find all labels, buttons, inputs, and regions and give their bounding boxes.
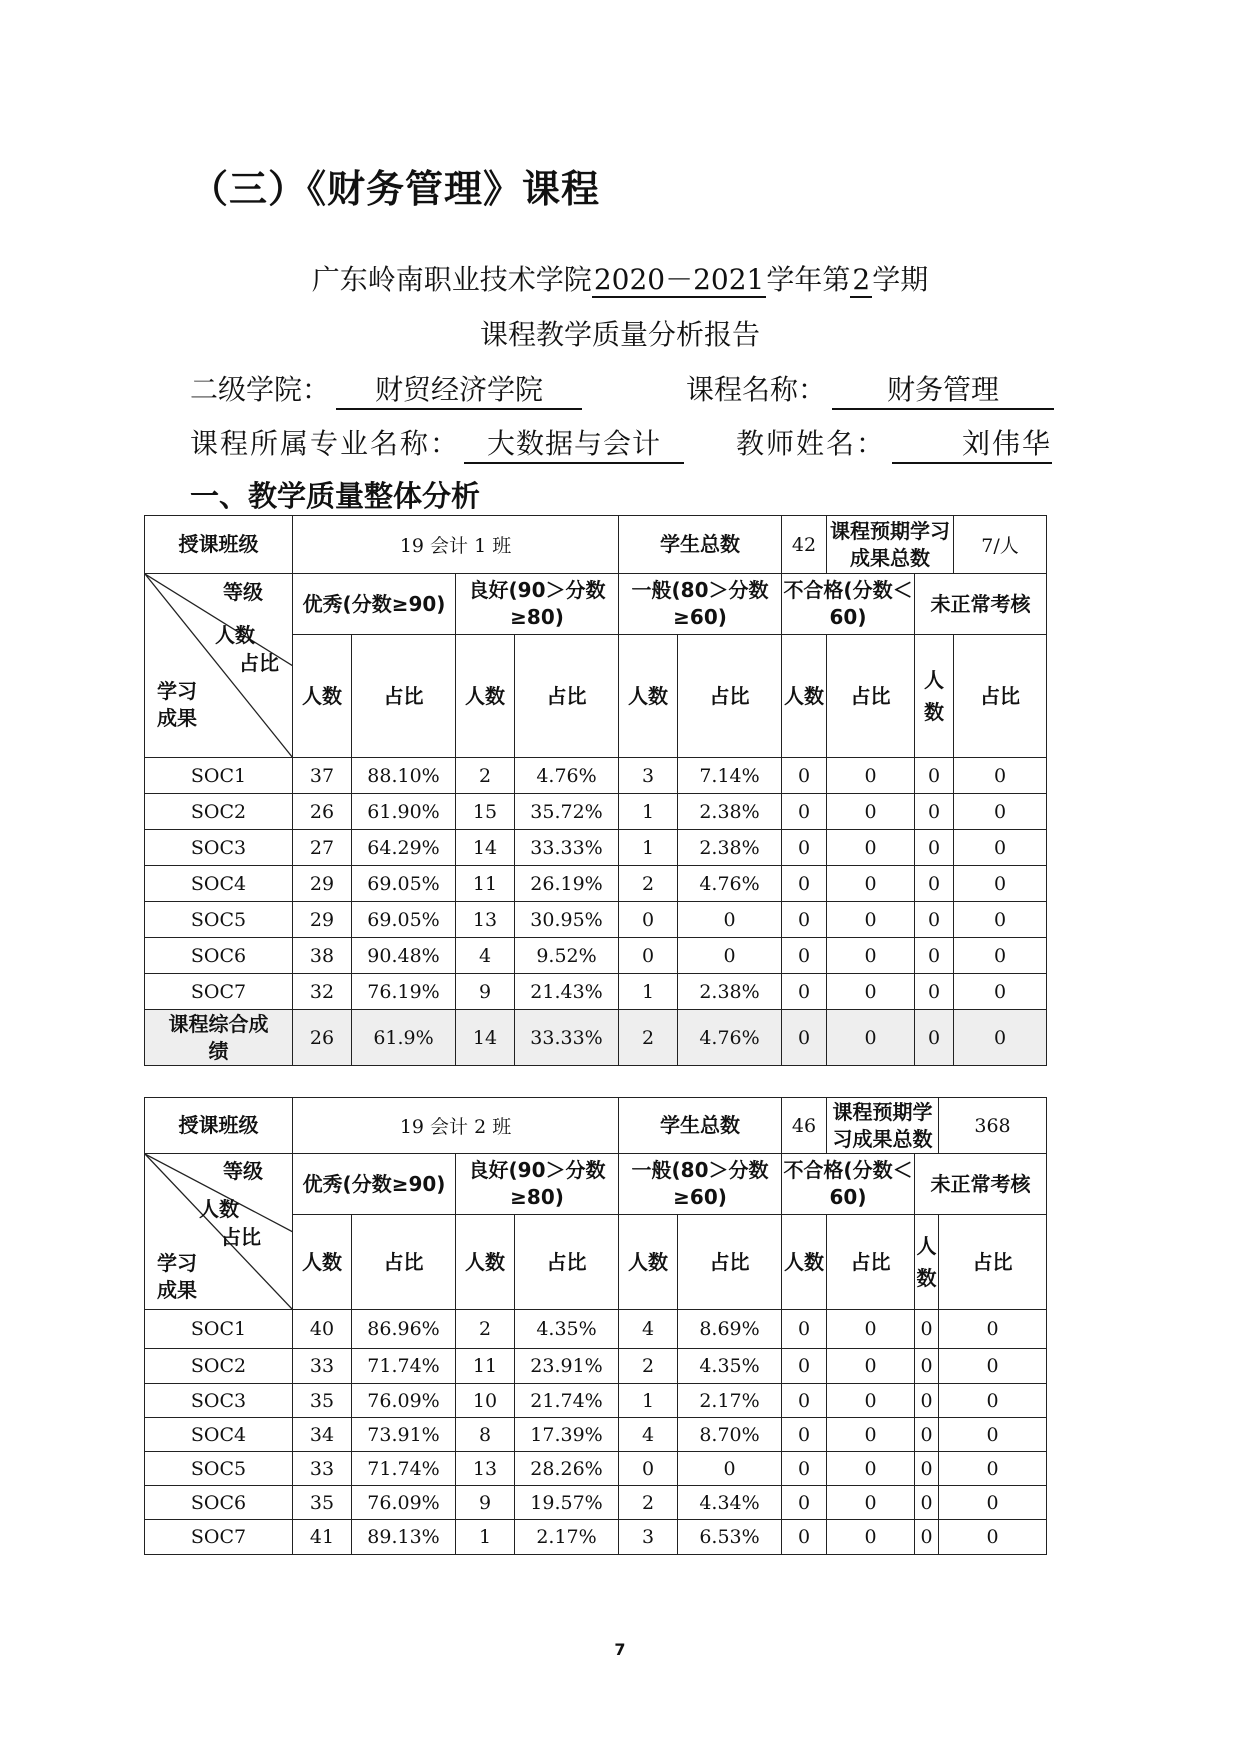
table-row — [145, 1349, 1047, 1384]
outcome-code: SOC2 — [145, 1349, 293, 1384]
students-label: 学生总数 — [619, 1098, 782, 1154]
cell-value: 69.05% — [352, 902, 456, 938]
cell-value: 0 — [678, 1452, 782, 1486]
grade-excellent: 优秀(分数≥90) — [293, 574, 456, 635]
outcomes-value: 368 — [939, 1098, 1047, 1154]
cell-value: 0 — [827, 794, 915, 830]
cell-value: 0 — [782, 1520, 827, 1555]
course-value: 财务管理 — [832, 368, 1054, 410]
cell-value: 0 — [827, 866, 915, 902]
school-name: 广东岭南职业技术学院 — [311, 263, 592, 296]
count-header: 人数 — [456, 635, 515, 758]
count-header: 人数 — [293, 1215, 352, 1310]
cell-value: 0 — [915, 1349, 939, 1384]
outcome-code: SOC5 — [145, 902, 293, 938]
cell-value: 29 — [293, 866, 352, 902]
cell-value: 10 — [456, 1384, 515, 1418]
cell-value: 40 — [293, 1310, 352, 1349]
outcome-code: SOC2 — [145, 794, 293, 830]
cell-value: 76.09% — [352, 1486, 456, 1520]
outcome-code: SOC3 — [145, 830, 293, 866]
cell-value: 9 — [456, 1486, 515, 1520]
ratio-header: 占比 — [827, 1215, 915, 1310]
cell-value: 13 — [456, 1452, 515, 1486]
table-row — [145, 1452, 1047, 1486]
grade-average: 一般(80＞分数≥60) — [619, 1154, 782, 1215]
cell-value: 0 — [915, 938, 954, 974]
term-number: 2 — [852, 263, 871, 296]
outcome-code: SOC5 — [145, 1452, 293, 1486]
cell-value: 71.74% — [352, 1349, 456, 1384]
cell-value: 0 — [782, 866, 827, 902]
diag-outcome: 学习成果 — [157, 1251, 197, 1302]
table-row — [145, 794, 1047, 830]
term-suffix: 学期 — [872, 263, 929, 296]
cell-value: 0 — [782, 902, 827, 938]
cell-value: 4.35% — [678, 1349, 782, 1384]
cell-value: 0 — [782, 794, 827, 830]
ratio-header: 占比 — [678, 635, 782, 758]
cell-value: 89.13% — [352, 1520, 456, 1555]
college-info — [190, 368, 582, 410]
outcome-code: SOC1 — [145, 1310, 293, 1349]
cell-value: 0 — [678, 902, 782, 938]
count-header: 人数 — [915, 1215, 939, 1310]
cell-value: 4 — [619, 1310, 678, 1349]
count-header: 人数 — [782, 1215, 827, 1310]
major-value: 大数据与会计 — [464, 422, 684, 464]
course-info — [686, 368, 1054, 410]
cell-value: 86.96% — [352, 1310, 456, 1349]
summary-value: 26 — [293, 1010, 352, 1066]
table-row — [145, 1486, 1047, 1520]
table-row — [145, 1520, 1047, 1555]
cell-value: 71.74% — [352, 1452, 456, 1486]
cell-value: 76.09% — [352, 1384, 456, 1418]
cell-value: 0 — [827, 1486, 915, 1520]
cell-value: 0 — [619, 902, 678, 938]
college-label: 二级学院： — [190, 373, 331, 406]
diagonal-header — [145, 1154, 293, 1310]
cell-value: 0 — [954, 794, 1047, 830]
cell-value: 41 — [293, 1520, 352, 1555]
cell-value: 6.53% — [678, 1520, 782, 1555]
cell-value: 3 — [619, 1520, 678, 1555]
diagonal-header — [145, 574, 293, 758]
cell-value: 1 — [619, 830, 678, 866]
class-label: 授课班级 — [145, 516, 293, 574]
class-label: 授课班级 — [145, 1098, 293, 1154]
cell-value: 0 — [827, 1520, 915, 1555]
cell-value: 4.34% — [678, 1486, 782, 1520]
course-label: 课程名称： — [686, 373, 827, 406]
ratio-header: 占比 — [827, 635, 915, 758]
diag-outcome: 学习成果 — [157, 679, 197, 730]
cell-value: 0 — [827, 758, 915, 794]
diag-grade: 等级 — [223, 1159, 263, 1183]
major-label: 课程所属专业名称： — [190, 427, 461, 460]
count-header: 人数 — [619, 1215, 678, 1310]
table-row — [145, 902, 1047, 938]
cell-value: 11 — [456, 866, 515, 902]
teacher-label: 教师姓名： — [736, 427, 887, 460]
cell-value: 0 — [619, 1452, 678, 1486]
table-row — [145, 758, 1047, 794]
cell-value: 1 — [456, 1520, 515, 1555]
cell-value: 4 — [619, 1418, 678, 1452]
cell-value: 1 — [619, 1384, 678, 1418]
year-suffix: 学年第 — [766, 263, 851, 296]
cell-value: 9 — [456, 974, 515, 1010]
summary-label: 课程综合成绩 — [145, 1010, 293, 1066]
cell-value: 0 — [954, 758, 1047, 794]
cell-value: 4.35% — [515, 1310, 619, 1349]
cell-value: 0 — [915, 794, 954, 830]
summary-value: 0 — [782, 1010, 827, 1066]
cell-value: 0 — [827, 974, 915, 1010]
summary-value: 2 — [619, 1010, 678, 1066]
cell-value: 0 — [939, 1349, 1047, 1384]
grade-good: 良好(90＞分数≥80) — [456, 1154, 619, 1215]
cell-value: 0 — [827, 1452, 915, 1486]
cell-value: 0 — [782, 974, 827, 1010]
table-row — [145, 938, 1047, 974]
diag-ratio: 占比 — [221, 1225, 261, 1249]
table-row — [145, 1310, 1047, 1349]
cell-value: 0 — [782, 758, 827, 794]
cell-value: 0 — [915, 758, 954, 794]
page-number: 7 — [614, 1640, 626, 1659]
diag-grade: 等级 — [223, 580, 263, 604]
summary-value: 0 — [954, 1010, 1047, 1066]
report-title-line2: 课程教学质量分析报告 — [479, 318, 760, 351]
cell-value: 0 — [915, 1310, 939, 1349]
cell-value: 26.19% — [515, 866, 619, 902]
grade-fail: 不合格(分数＜60) — [782, 574, 915, 635]
quality-table-class2 — [144, 1097, 1047, 1555]
count-header: 人数 — [782, 635, 827, 758]
cell-value: 69.05% — [352, 866, 456, 902]
cell-value: 14 — [456, 830, 515, 866]
cell-value: 0 — [782, 1452, 827, 1486]
cell-value: 23.91% — [515, 1349, 619, 1384]
outcomes-label: 课程预期学习成果总数 — [827, 1098, 939, 1154]
cell-value: 34 — [293, 1418, 352, 1452]
cell-value: 0 — [939, 1418, 1047, 1452]
cell-value: 13 — [456, 902, 515, 938]
cell-value: 0 — [954, 902, 1047, 938]
cell-value: 0 — [827, 1349, 915, 1384]
cell-value: 2.17% — [678, 1384, 782, 1418]
grade-excellent: 优秀(分数≥90) — [293, 1154, 456, 1215]
cell-value: 30.95% — [515, 902, 619, 938]
cell-value: 0 — [939, 1520, 1047, 1555]
cell-value: 0 — [782, 938, 827, 974]
diag-ratio: 占比 — [239, 651, 279, 675]
cell-value: 15 — [456, 794, 515, 830]
cell-value: 38 — [293, 938, 352, 974]
cell-value: 0 — [954, 866, 1047, 902]
grade-average: 一般(80＞分数≥60) — [619, 574, 782, 635]
outcomes-label: 课程预期学习成果总数 — [827, 516, 954, 574]
outcomes-value: 7/人 — [954, 516, 1047, 574]
table-row — [145, 830, 1047, 866]
cell-value: 0 — [915, 1520, 939, 1555]
cell-value: 2 — [619, 866, 678, 902]
cell-value: 0 — [939, 1310, 1047, 1349]
cell-value: 2.38% — [678, 830, 782, 866]
cell-value: 64.29% — [352, 830, 456, 866]
cell-value: 0 — [954, 974, 1047, 1010]
cell-value: 0 — [827, 938, 915, 974]
cell-value: 33.33% — [515, 830, 619, 866]
cell-value: 2 — [619, 1486, 678, 1520]
teacher-info — [736, 422, 1052, 464]
outcome-code: SOC1 — [145, 758, 293, 794]
cell-value: 27 — [293, 830, 352, 866]
class-name: 19 会计 2 班 — [293, 1098, 619, 1154]
cell-value: 26 — [293, 794, 352, 830]
ratio-header: 占比 — [954, 635, 1047, 758]
cell-value: 4.76% — [515, 758, 619, 794]
quality-table-class1 — [144, 515, 1047, 1066]
count-header: 人数 — [456, 1215, 515, 1310]
summary-value: 4.76% — [678, 1010, 782, 1066]
cell-value: 76.19% — [352, 974, 456, 1010]
outcome-code: SOC6 — [145, 1486, 293, 1520]
students-value: 46 — [782, 1098, 827, 1154]
cell-value: 0 — [915, 830, 954, 866]
summary-value: 33.33% — [515, 1010, 619, 1066]
cell-value: 8 — [456, 1418, 515, 1452]
cell-value: 21.43% — [515, 974, 619, 1010]
cell-value: 35 — [293, 1384, 352, 1418]
cell-value: 32 — [293, 974, 352, 1010]
cell-value: 33 — [293, 1349, 352, 1384]
cell-value: 61.90% — [352, 794, 456, 830]
cell-value: 0 — [939, 1384, 1047, 1418]
cell-value: 3 — [619, 758, 678, 794]
cell-value: 0 — [782, 1486, 827, 1520]
cell-value: 2.38% — [678, 974, 782, 1010]
cell-value: 88.10% — [352, 758, 456, 794]
ratio-header: 占比 — [352, 635, 456, 758]
college-value: 财贸经济学院 — [336, 368, 582, 410]
cell-value: 2 — [619, 1349, 678, 1384]
cell-value: 4.76% — [678, 866, 782, 902]
grade-absent: 未正常考核 — [915, 574, 1047, 635]
cell-value: 0 — [954, 830, 1047, 866]
summary-value: 14 — [456, 1010, 515, 1066]
cell-value: 2 — [456, 758, 515, 794]
cell-value: 0 — [782, 1384, 827, 1418]
count-header: 人数 — [915, 635, 954, 758]
cell-value: 0 — [619, 938, 678, 974]
outcome-code: SOC4 — [145, 866, 293, 902]
cell-value: 0 — [827, 1418, 915, 1452]
grade-good: 良好(90＞分数≥80) — [456, 574, 619, 635]
table-row — [145, 974, 1047, 1010]
cell-value: 0 — [782, 830, 827, 866]
outcome-code: SOC3 — [145, 1384, 293, 1418]
summary-value: 0 — [827, 1010, 915, 1066]
cell-value: 17.39% — [515, 1418, 619, 1452]
cell-value: 8.69% — [678, 1310, 782, 1349]
cell-value: 0 — [827, 830, 915, 866]
ratio-header: 占比 — [939, 1215, 1047, 1310]
students-label: 学生总数 — [619, 516, 782, 574]
cell-value: 0 — [915, 1384, 939, 1418]
ratio-header: 占比 — [352, 1215, 456, 1310]
major-info — [190, 422, 684, 464]
summary-value: 0 — [915, 1010, 954, 1066]
cell-value: 0 — [827, 1310, 915, 1349]
cell-value: 29 — [293, 902, 352, 938]
cell-value: 73.91% — [352, 1418, 456, 1452]
outcome-code: SOC4 — [145, 1418, 293, 1452]
cell-value: 0 — [915, 902, 954, 938]
cell-value: 4 — [456, 938, 515, 974]
table-row — [145, 1384, 1047, 1418]
cell-value: 33 — [293, 1452, 352, 1486]
count-header: 人数 — [293, 635, 352, 758]
cell-value: 0 — [915, 974, 954, 1010]
cell-value: 0 — [915, 1486, 939, 1520]
section-title: 一、教学质量整体分析 — [190, 479, 481, 513]
ratio-header: 占比 — [515, 635, 619, 758]
cell-value: 0 — [782, 1349, 827, 1384]
cell-value: 2.38% — [678, 794, 782, 830]
class-name: 19 会计 1 班 — [293, 516, 619, 574]
cell-value: 1 — [619, 794, 678, 830]
report-title-line1 — [0, 258, 1240, 298]
cell-value: 0 — [939, 1452, 1047, 1486]
outcome-code: SOC7 — [145, 1520, 293, 1555]
table-row — [145, 1418, 1047, 1452]
cell-value: 0 — [954, 938, 1047, 974]
teacher-value: 刘伟华 — [892, 422, 1052, 464]
grade-fail: 不合格(分数＜60) — [782, 1154, 915, 1215]
table-row — [145, 866, 1047, 902]
cell-value: 0 — [678, 938, 782, 974]
cell-value: 19.57% — [515, 1486, 619, 1520]
cell-value: 0 — [915, 1418, 939, 1452]
cell-value: 28.26% — [515, 1452, 619, 1486]
outcome-code: SOC6 — [145, 938, 293, 974]
grade-absent: 未正常考核 — [915, 1154, 1047, 1215]
outcome-code: SOC7 — [145, 974, 293, 1010]
cell-value: 8.70% — [678, 1418, 782, 1452]
diag-count: 人数 — [215, 623, 255, 647]
cell-value: 0 — [915, 866, 954, 902]
academic-year: 2020－2021 — [593, 263, 765, 296]
cell-value: 1 — [619, 974, 678, 1010]
cell-value: 0 — [827, 1384, 915, 1418]
cell-value: 35.72% — [515, 794, 619, 830]
count-header: 人数 — [619, 635, 678, 758]
cell-value: 0 — [827, 902, 915, 938]
cell-value: 11 — [456, 1349, 515, 1384]
summary-row — [145, 1010, 1047, 1066]
students-value: 42 — [782, 516, 827, 574]
cell-value: 2 — [456, 1310, 515, 1349]
cell-value: 0 — [782, 1310, 827, 1349]
ratio-header: 占比 — [678, 1215, 782, 1310]
cell-value: 0 — [939, 1486, 1047, 1520]
cell-value: 0 — [915, 1452, 939, 1486]
cell-value: 2.17% — [515, 1520, 619, 1555]
cell-value: 37 — [293, 758, 352, 794]
cell-value: 0 — [782, 1418, 827, 1452]
cell-value: 9.52% — [515, 938, 619, 974]
section-heading: （三）《财务管理》课程 — [190, 166, 601, 211]
cell-value: 90.48% — [352, 938, 456, 974]
cell-value: 7.14% — [678, 758, 782, 794]
cell-value: 35 — [293, 1486, 352, 1520]
cell-value: 21.74% — [515, 1384, 619, 1418]
diag-count: 人数 — [199, 1197, 239, 1221]
summary-value: 61.9% — [352, 1010, 456, 1066]
ratio-header: 占比 — [515, 1215, 619, 1310]
